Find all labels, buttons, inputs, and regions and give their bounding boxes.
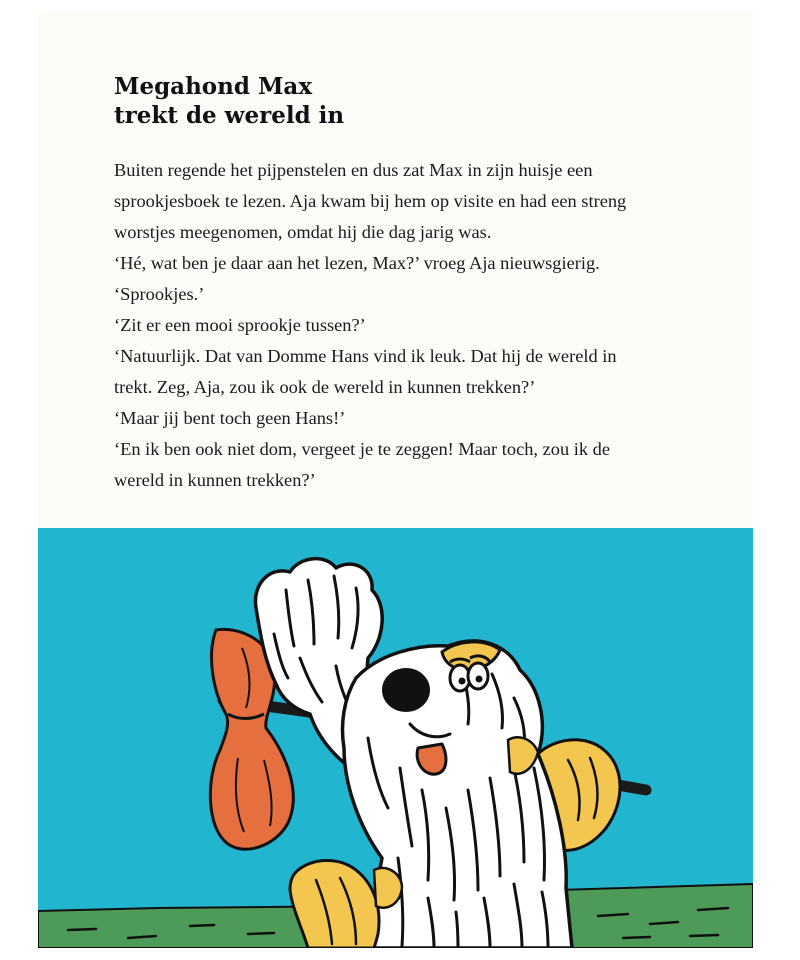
dog-illustration (38, 528, 753, 948)
story-line: ‘En ik ben ook niet dom, vergeet je te zeggen! Maar toch, zou ik de (114, 439, 611, 459)
chapter-title (114, 72, 344, 130)
chapter-title-line-2: trekt de wereld in (114, 102, 345, 129)
story-line: ‘Zit er een mooi sprookje tussen?’ (114, 315, 366, 335)
dog-illustration-svg (38, 528, 753, 948)
story-line: ‘Hé, wat ben je daar aan het lezen, Max?’ vroeg Aja nieuwsgierig. (114, 253, 600, 273)
story-line: worstjes meegenomen, omdat hij die dag jarig was. (114, 222, 492, 242)
story-line: trekt. Zeg, Aja, zou ik ook de wereld in kunnen trekken?’ (114, 377, 536, 397)
book-page (38, 12, 753, 948)
story-line: ‘Maar jij bent toch geen Hans!’ (114, 408, 346, 428)
story-line: Buiten regende het pijpenstelen en dus zat Max in zijn huisje een (114, 160, 593, 180)
dog-nose (382, 668, 430, 712)
story-line: ‘Natuurlijk. Dat van Domme Hans vind ik leuk. Dat hij de wereld in (114, 346, 617, 366)
story-line: wereld in kunnen trekken?’ (114, 470, 316, 490)
story-text (114, 155, 724, 496)
story-line: sprookjesboek te lezen. Aja kwam bij hem op visite en had een streng (114, 191, 627, 211)
story-line: ‘Sprookjes.’ (114, 284, 205, 304)
chapter-title-line-1: Megahond Max (114, 73, 313, 100)
